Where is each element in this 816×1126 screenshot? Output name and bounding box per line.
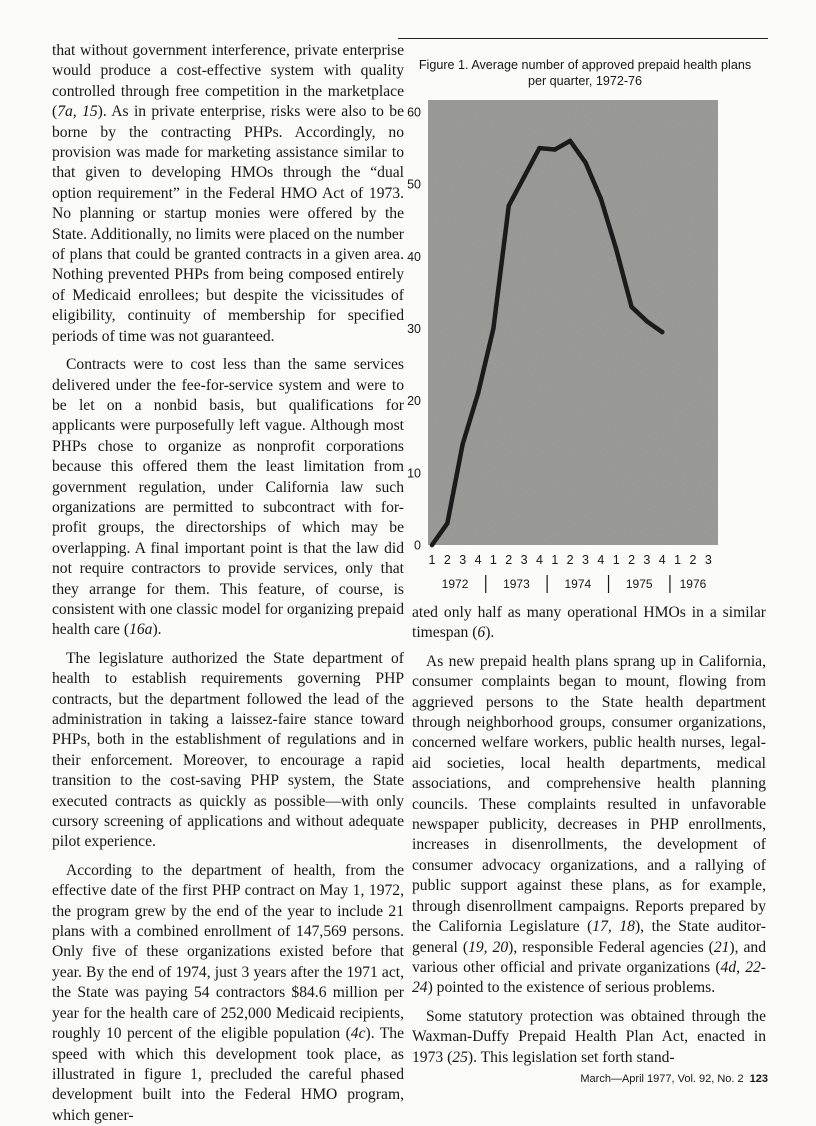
page-footer <box>556 1073 768 1085</box>
figure-caption-line-2: per quarter, 1972-76 <box>527 73 643 88</box>
data-point <box>491 326 495 330</box>
data-point <box>568 139 572 143</box>
text-run: that without government interference, private enterprise would produce a cost-effective system with quality controlled through free competition in the marketplace ( <box>52 42 404 121</box>
x-tick-label: 4 <box>474 553 482 567</box>
data-point <box>445 521 449 525</box>
right-paragraph-continued <box>412 603 766 644</box>
data-point <box>430 543 434 547</box>
x-tick-label: 1 <box>489 553 497 567</box>
figure-top-rule <box>398 38 768 39</box>
year-label: 1973 <box>503 577 530 591</box>
reference: 4d, 22-24 <box>412 958 766 997</box>
data-point <box>660 330 664 334</box>
figure-caption-line-1: Figure 1. Average number of approved prepaid health plans <box>418 58 752 72</box>
data-point <box>476 391 480 395</box>
year-label: 1975 <box>625 577 653 591</box>
data-point <box>461 442 465 446</box>
y-tick-label: 30 <box>407 322 421 336</box>
x-tick-label: 2 <box>628 553 636 567</box>
data-point <box>537 146 541 150</box>
data-point <box>522 175 526 179</box>
text-run: ). <box>485 624 495 642</box>
figure-1-chart <box>382 100 722 600</box>
text-run: Contracts were to cost less than the same services delivered under the fee-for-service system and were to be let on a nonbid basis, but qualifications for applicants were purposefully left vague. Although most PHPs chose to organize as nonprofit corporations because this offered them the least limitation from government regulation, under California law such organizations are permitted to subcontract with for-profit groups, the directorships of which may be overlapping. A final important point is that the law did not require contractors to provide services, only that they arrange for them. This feature, of course, is consistent with one classic model for organizing prepaid health care ( <box>52 356 404 639</box>
reference: 16a <box>129 621 153 639</box>
reference: 7a, 15 <box>57 103 98 121</box>
text-run: ), and various other official and private organizations ( <box>412 938 766 976</box>
x-tick-label: 3 <box>520 553 528 567</box>
text-run: ), the State auditor-general ( <box>412 918 767 956</box>
x-tick-label: 2 <box>505 553 513 567</box>
y-tick-label: 60 <box>407 105 421 120</box>
x-tick-label: 2 <box>443 553 451 567</box>
left-paragraph-2 <box>52 355 404 641</box>
x-tick-label: 3 <box>704 553 712 567</box>
left-paragraph-4 <box>52 861 404 1126</box>
x-tick-label: 4 <box>658 553 666 567</box>
y-tick-label: 50 <box>407 177 421 192</box>
data-point <box>553 147 557 151</box>
chart-screen-texture <box>428 100 718 545</box>
left-column <box>52 41 404 1126</box>
reference: 19, 20 <box>468 938 509 956</box>
y-tick-label: 40 <box>407 249 421 264</box>
reference: 17, 18 <box>592 918 635 936</box>
text-run: ated only half as many operational HMOs in a similar timespan ( <box>412 604 766 642</box>
year-label: 1974 <box>564 577 592 591</box>
data-point <box>583 160 587 164</box>
data-point <box>599 196 603 200</box>
journal-citation: March—April 1977, Vol. 92, No. 2 <box>580 1073 744 1085</box>
x-tick-label: 4 <box>597 553 605 567</box>
reference: 6 <box>477 624 486 642</box>
x-tick-label: 3 <box>582 553 589 567</box>
reference: 4c <box>350 1025 366 1043</box>
x-tick-label: 1 <box>551 553 559 567</box>
text-run: ), responsible Federal agencies ( <box>508 938 714 956</box>
reference: 25 <box>452 1048 468 1066</box>
text-run: ). The speed with which this development took place, as illustrated in figure 1, precluded the careful phased development built into the Federal HMO program, which gener- <box>52 1025 404 1124</box>
left-paragraph-3: The legislature authorized the State department of health to establish requirements governing PHP contracts, but the department followed the lead of the administration in taking a laissez-faire stance toward PHPs, both in the establishment of regulations and in their enforcement. Moreover, to encourage a rapid transition to the cost-saving PHP system, the State executed contracts as quickly as possible—with only cursory screening of applications and without adequate pilot experience. <box>52 649 404 851</box>
text-run: ) pointed to the existence of serious problems. <box>427 979 716 997</box>
data-point <box>614 247 618 251</box>
data-point <box>645 319 649 323</box>
x-tick-label: 3 <box>459 553 467 567</box>
text-run: ). This legislation set forth stand- <box>467 1048 675 1066</box>
text-run: Some statutory protection was obtained through the Waxman-Duffy Prepaid Health Plan Act, enacted in 1973 ( <box>412 1007 766 1066</box>
right-paragraph-1 <box>412 652 766 999</box>
data-point <box>507 204 511 208</box>
x-tick-label: 2 <box>566 553 574 567</box>
year-label: 1976 <box>679 577 707 591</box>
reference: 21 <box>713 938 730 956</box>
y-tick-label: 0 <box>414 538 421 553</box>
x-tick-label: 2 <box>689 553 697 567</box>
text-run: ). As in private enterprise, risks were also to be borne by the contracting PHPs. Accordingly, no provision was made for marketing assistance similar to that given to developing HMOs through the “dual option requirement” in the Federal HMO Act of 1973. No planning or startup monies were offered by the State. Additionally, no limits were placed on the number of plans that could be granted contracts in a given area. Nothing prevented PHPs from being composed entirely of Medicaid enrollees; but despite the vicissitudes of eligibility, continuity of membership for specified periods of time was not guaranteed. <box>52 103 404 345</box>
data-point <box>629 305 633 309</box>
x-tick-label: 4 <box>535 553 543 567</box>
x-tick-label: 1 <box>674 553 682 567</box>
year-label: 1972 <box>441 577 469 591</box>
x-tick-label: 3 <box>643 553 651 567</box>
right-column <box>412 603 766 1068</box>
left-paragraph-1 <box>52 41 404 347</box>
page-number: 123 <box>749 1073 768 1085</box>
text-run: As new prepaid health plans sprang up in California, consumer complaints began to mount, flowing from aggrieved persons to the State health department through neighborhood groups, consumer organizations, concerned welfare workers, public health nurses, legal-aid societies, local health departments, medical associations, and comprehensive health planning councils. These complaints resulted in unfavorable newspaper publicity, decreases in PHP enrollments, increases in disenrollments, the development of consumer advocacy organizations, and a rallying of public support against these plans, as for example, through disenrollment campaigns. Reports prepared by the California Legislature ( <box>412 652 766 936</box>
x-tick-label: 1 <box>612 553 620 567</box>
y-tick-label: 20 <box>407 394 421 409</box>
x-tick-label: 1 <box>428 553 436 567</box>
text-run: ). <box>152 621 162 639</box>
figure-caption <box>400 58 770 89</box>
right-paragraph-2 <box>412 1007 766 1068</box>
text-run: According to the department of health, from the effective date of the first PHP contract on May 1, 1972, the program grew by the end of the year to include 21 plans with a combined enrollment of 147,569 persons. Only five of these organizations existed before that year. By the end of 1974, just 3 years after the 1971 act, the State was paying 54 contractors $84.6 million per year for the health care of 252,000 Medicaid recipients, roughly 10 percent of the eligible population ( <box>52 861 404 1043</box>
y-tick-label: 10 <box>407 466 421 481</box>
